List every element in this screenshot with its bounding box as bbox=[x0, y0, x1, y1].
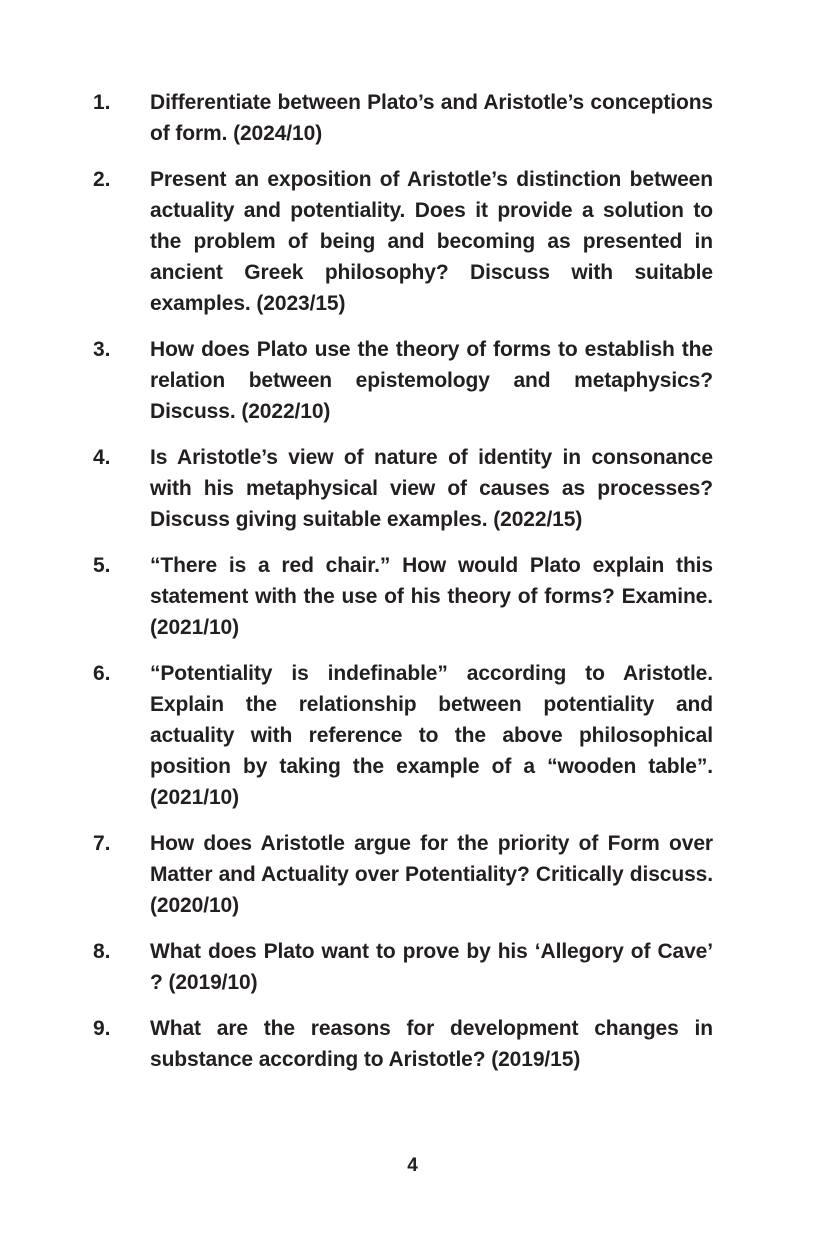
question-text: How does Plato use the theory of forms to establish the relation between epistemology and metaphysics? Discuss. (2022/10) bbox=[150, 338, 713, 423]
page-number: 4 bbox=[407, 1155, 418, 1176]
question-number: 6. bbox=[93, 662, 111, 685]
question-text: “Potentiality is indefinable” according to Aristotle. Explain the relationship between potentiality and actuality with reference to the above philosophical position by taking the example of a “wooden table”. (2021/10) bbox=[150, 662, 713, 809]
question-item bbox=[93, 1013, 713, 1075]
question-number: 3. bbox=[93, 338, 111, 361]
question-text: Present an exposition of Aristotle’s distinction between actuality and potentiality. Does it provide a solution to the problem of being and becoming as presented in ancient Greek philosophy? Discuss with suitable examples. (2023/15) bbox=[150, 168, 713, 315]
question-text: Differentiate between Plato’s and Aristotle’s conceptions of form. (2024/10) bbox=[150, 91, 713, 145]
question-number: 9. bbox=[93, 1017, 111, 1040]
question-number: 4. bbox=[93, 446, 111, 469]
question-item bbox=[93, 334, 713, 427]
question-text: What does Plato want to prove by his ‘Allegory of Cave’ ? (2019/10) bbox=[150, 940, 713, 994]
question-text: How does Aristotle argue for the priority of Form over Matter and Actuality over Potentiality? Critically discuss. (2020/10) bbox=[150, 832, 713, 917]
question-item bbox=[93, 87, 713, 149]
question-number: 2. bbox=[93, 168, 111, 191]
question-text: What are the reasons for development changes in substance according to Aristotle? (2019/15) bbox=[150, 1017, 713, 1071]
question-number: 8. bbox=[93, 940, 111, 963]
question-number: 7. bbox=[93, 832, 111, 855]
question-item bbox=[93, 658, 713, 813]
question-text: Is Aristotle’s view of nature of identity in consonance with his metaphysical view of causes as processes? Discuss giving suitable examples. (2022/15) bbox=[150, 446, 713, 531]
question-item bbox=[93, 828, 713, 921]
question-list bbox=[93, 87, 713, 1090]
question-item bbox=[93, 442, 713, 535]
question-item bbox=[93, 550, 713, 643]
question-number: 1. bbox=[93, 91, 111, 114]
question-item bbox=[93, 936, 713, 998]
question-text: “There is a red chair.” How would Plato explain this statement with the use of his theory of forms? Examine. (2021/10) bbox=[150, 554, 713, 639]
question-item bbox=[93, 164, 713, 319]
question-number: 5. bbox=[93, 554, 111, 577]
